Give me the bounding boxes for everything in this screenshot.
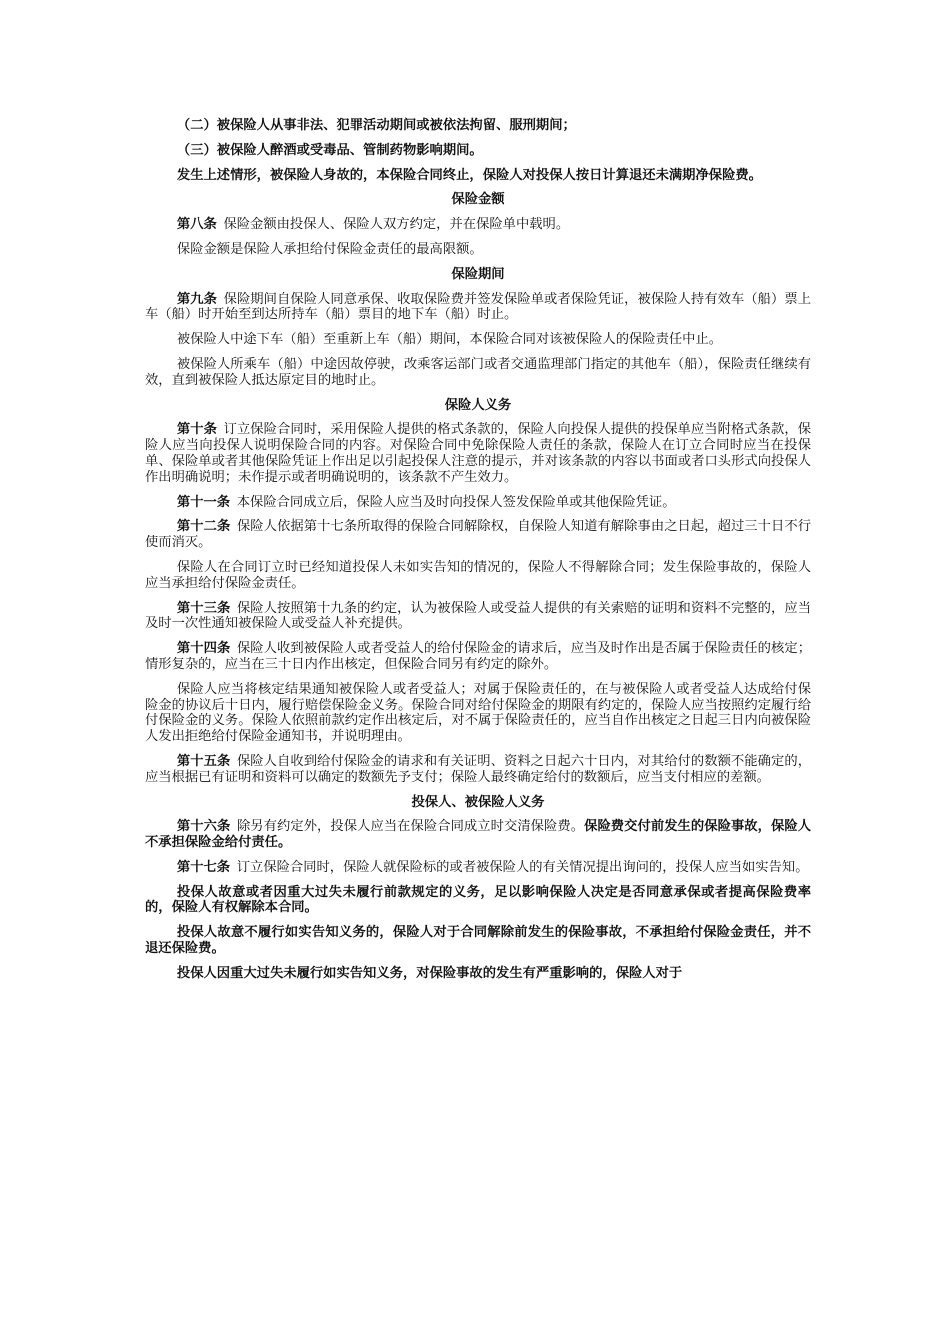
document-body [145, 118, 811, 991]
article-16-bold-text: 保险费交付前发生的保险事故，保险人不承担保险金给付责任。 [145, 819, 812, 851]
article-8-number: 第八条 [176, 217, 217, 233]
article-14-paragraph-2: 保险人应当将核定结果通知被保险人或者受益人；对属于保险责任的，在与被保险人或者受益人达成给付保险金的协议后十日内，履行赔偿保险金义务。保险合同对给付保险金的期限有约定的，保险人应当按照约定履行给付保险金的义务。保险人依照前款约定作出核定后，对不属于保险责任的，应当自作出核定之日起三日内向被保险人发出拒绝给付保险金通知书，并说明理由。 [145, 681, 811, 745]
article-17-paragraph-2: 投保人故意或者因重大过失未履行前款规定的义务，足以影响保险人决定是否同意承保或者提高保险费率的，保险人有权解除本合同。 [145, 884, 811, 916]
section-heading-amount: 保险金额 [451, 192, 505, 208]
article-10-number: 第十条 [176, 422, 217, 438]
article-8-text: 保险金额由投保人、保险人双方约定，并在保险单中载明。 [223, 217, 570, 233]
article-8 [145, 217, 811, 233]
article-16-text: 除另有约定外，投保人应当在保险合同成立时交清保险费。 [236, 819, 585, 835]
article-9-paragraph-2: 被保险人中途下车（船）至重新上车（船）期间，本保险合同对该被保险人的保险责任中止。 [176, 332, 723, 348]
paragraph-exclusion-2: （二）被保险人从事非法、犯罪活动期间或被依法拘留、服刑期间； [176, 118, 576, 133]
article-12-text: 保险人依据第十七条所取得的保险合同解除权，自保险人知道有解除事由之日起，超过三十日不行使而消灭。 [145, 519, 812, 551]
section-heading-policyholder-duties: 投保人、被保险人义务 [411, 794, 545, 810]
article-11-number: 第十一条 [176, 494, 231, 510]
article-9 [145, 292, 811, 324]
article-9-paragraph-3: 被保险人所乘车（船）中途因故停驶，改乘客运部门或者交通监理部门指定的其他车（船），保险责任继续有效，直到被保险人抵达原定目的地时止。 [145, 356, 811, 388]
article-8-paragraph-2: 保险金额是保险人承担给付保险金责任的最高限额。 [176, 241, 483, 257]
article-15-text: 保险人自收到给付保险金的请求和有关证明、资料之日起六十日内，对其给付的数额不能确定的，应当根据已有证明和资料可以确定的数额先予支付；保险人最终确定给付的数额后，应当支付相应的差额。 [145, 753, 812, 785]
article-9-text: 保险期间自保险人同意承保、收取保险费并签发保险单或者保险凭证，被保险人持有效车（船）票上车（船）时开始至到达所持车（船）票目的地下车（船）时止。 [145, 291, 812, 323]
article-17 [145, 860, 811, 876]
article-13 [145, 601, 811, 633]
article-11 [145, 495, 811, 511]
paragraph-exclusion-3: （三）被保险人醉酒或受毒品、管制药物影响期间。 [176, 142, 483, 158]
article-13-text: 保险人按照第十九条的约定，认为被保险人或受益人提供的有关索赔的证明和资料不完整的，应当及时一次性通知被保险人或受益人补充提供。 [145, 600, 812, 632]
paragraph-exclusion-consequence: 发生上述情形，被保险人身故的，本保险合同终止，保险人对投保人按日计算退还未满期净保险费。 [176, 167, 762, 183]
article-17-paragraph-3: 投保人故意不履行如实告知义务的，保险人对于合同解除前发生的保险事故，不承担给付保险金责任，并不退还保险费。 [145, 925, 811, 957]
article-12 [145, 519, 811, 551]
section-heading-period: 保险期间 [451, 266, 505, 282]
article-9-number: 第九条 [176, 291, 217, 307]
article-15 [145, 754, 811, 786]
article-14 [145, 641, 811, 673]
article-12-number: 第十二条 [176, 519, 231, 535]
article-14-number: 第十四条 [176, 641, 231, 657]
article-15-number: 第十五条 [176, 753, 231, 769]
article-12-paragraph-2: 保险人在合同订立时已经知道投保人未如实告知的情况的，保险人不得解除合同；发生保险事故的，保险人应当承担给付保险金责任。 [145, 559, 811, 591]
article-17-text: 订立保险合同时，保险人就保险标的或者被保险人的有关情况提出询问的，投保人应当如实告知。 [236, 859, 809, 875]
article-10 [145, 422, 811, 485]
article-16-number: 第十六条 [176, 819, 231, 835]
article-16 [145, 819, 811, 851]
section-heading-insurer-duties: 保险人义务 [444, 397, 512, 413]
article-13-number: 第十三条 [176, 600, 231, 616]
article-11-text: 本保险合同成立后，保险人应当及时向投保人签发保险单或其他保险凭证。 [236, 494, 676, 510]
article-17-paragraph-4: 投保人因重大过失未履行如实告知义务，对保险事故的发生有严重影响的，保险人对于 [176, 965, 683, 981]
article-10-text: 订立保险合同时，采用保险人提供的格式条款的，保险人向投保人提供的投保单应当附格式条款，保险人应当向投保人说明保险合同的内容。对保险合同中免除保险人责任的条款，保险人在订立合同时应当在投保单、保险单或者其他保险凭证上作出足以引起投保人注意的提示，并对该条款的内容以书面或者口头形式向投保人作出明确说明；未作提示或者明确说明的，该条款不产生效力。 [145, 422, 812, 485]
article-17-number: 第十七条 [176, 859, 231, 875]
article-14-text: 保险人收到被保险人或者受益人的给付保险金的请求后，应当及时作出是否属于保险责任的核定；情形复杂的，应当在三十日内作出核定，但保险合同另有约定的除外。 [145, 641, 812, 672]
